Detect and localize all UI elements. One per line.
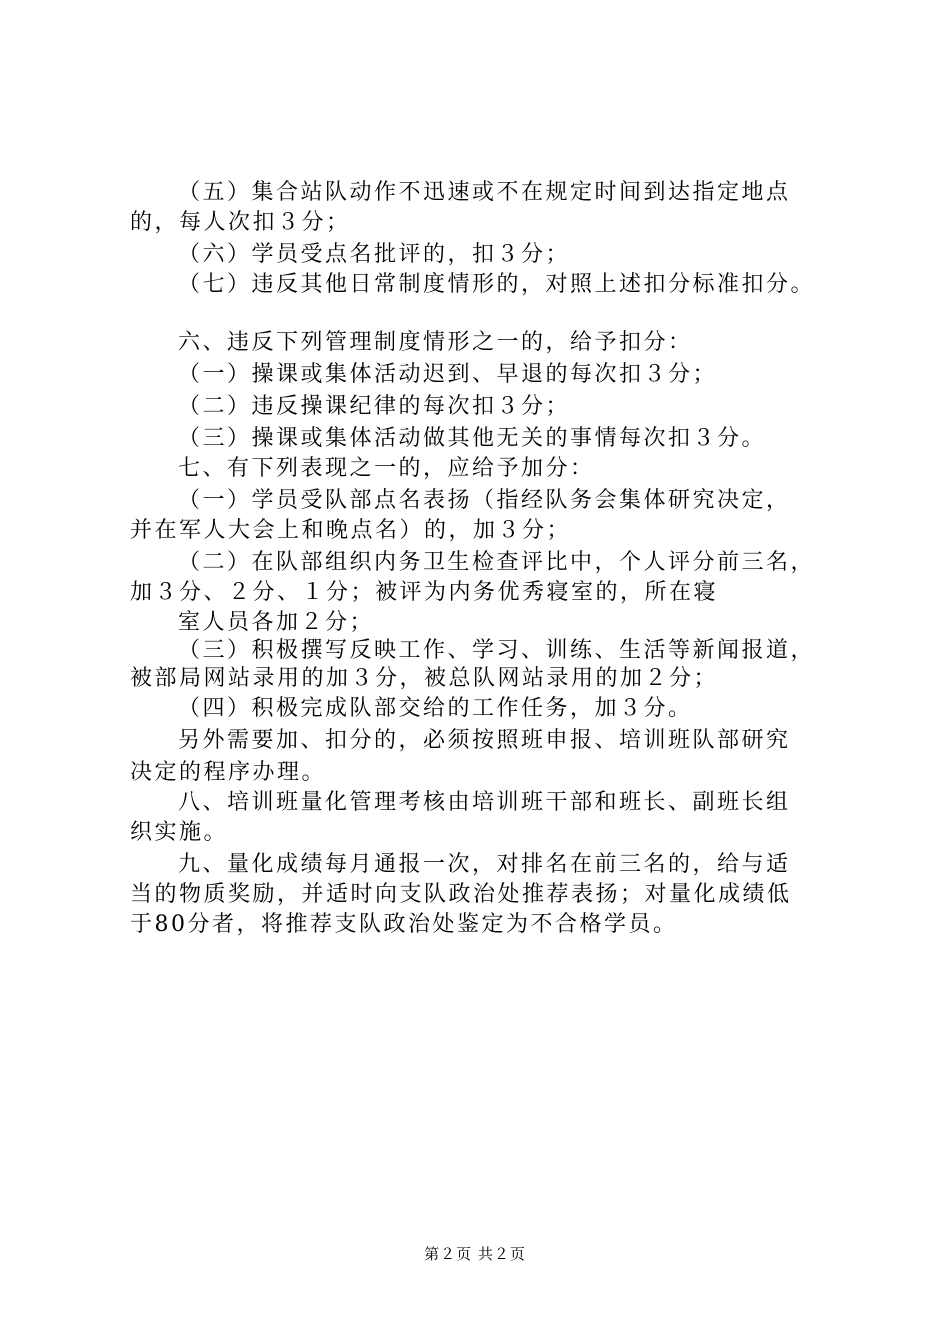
text-line: 织实施。	[130, 820, 229, 845]
text-line: 当的物质奖励，并适时向支队政治处推荐表扬；对量化成绩低	[130, 882, 792, 907]
text-line: 决定的程序办理。	[130, 760, 327, 785]
text-line: （三）积极撰写反映工作、学习、训练、生活等新闻报道，	[178, 638, 816, 663]
section-heading: 六、违反下列管理制度情形之一的，给予扣分：	[178, 330, 693, 355]
text-line: （一）学员受队部点名表扬（指经队务会集体研究决定，	[178, 488, 791, 513]
text-line: （七）违反其他日常制度情形的，对照上述扣分标准扣分。	[178, 272, 816, 297]
text-line: （五）集合站队动作不迅速或不在规定时间到达指定地点	[178, 180, 791, 205]
text-line: 另外需要加、扣分的，必须按照班申报、培训班队部研究	[178, 728, 791, 753]
section-heading: 九、量化成绩每月通报一次，对排名在前三名的，给与适	[178, 852, 791, 877]
text-line: 被部局网站录用的加３分，被总队网站录用的加２分；	[130, 666, 719, 691]
text-line: （六）学员受点名批评的，扣３分；	[178, 242, 571, 267]
section-heading: 八、培训班量化管理考核由培训班干部和班长、副班长组	[178, 790, 791, 815]
text-line: （三）操课或集体活动做其他无关的事情每次扣３分。	[178, 426, 767, 451]
text-line: （一）操课或集体活动迟到、早退的每次扣３分；	[178, 362, 718, 387]
text-line: 于80分者，将推荐支队政治处鉴定为不合格学员。	[130, 912, 678, 937]
text-line: 并在军人大会上和晚点名）的，加３分；	[130, 518, 572, 543]
text-line: 的，每人次扣３分；	[130, 210, 351, 235]
text-line: （二）违反操课纪律的每次扣３分；	[178, 394, 571, 419]
text-line: 加３分、２分、１分；被评为内务优秀寝室的，所在寝	[130, 580, 719, 605]
text-line: （四）积极完成队部交给的工作任务，加３分。	[178, 696, 693, 721]
page-number-footer: 第２页 共２页	[424, 1245, 526, 1263]
text-line: 室人员各加２分；	[178, 610, 375, 635]
section-heading: 七、有下列表现之一的，应给予加分：	[178, 456, 595, 481]
text-line: （二）在队部组织内务卫生检查评比中，个人评分前三名，	[178, 550, 816, 575]
